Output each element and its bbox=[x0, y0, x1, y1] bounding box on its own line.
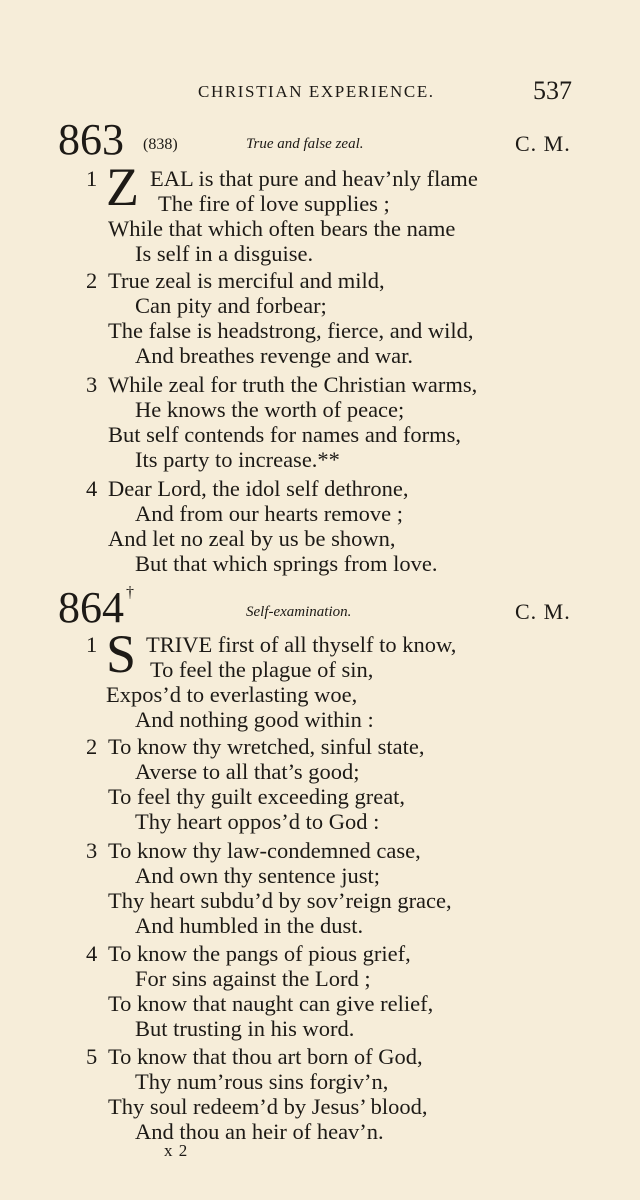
verse-line: True zeal is merciful and mild, bbox=[108, 268, 385, 293]
verse-line: To feel the plague of sin, bbox=[150, 657, 374, 682]
verse-line: To know the pangs of pious grief, bbox=[108, 941, 411, 966]
drop-cap: Z bbox=[106, 157, 139, 217]
verse-number: 1 bbox=[86, 632, 98, 657]
verse-line: To know that naught can give relief, bbox=[108, 991, 434, 1016]
verse-line: And from our hearts remove ; bbox=[135, 501, 404, 526]
verse-line: Thy num’rous sins forgiv’n, bbox=[135, 1069, 389, 1094]
verse-line: To know that thou art born of God, bbox=[108, 1044, 423, 1069]
verse-line: To know thy law-condemned case, bbox=[108, 838, 421, 863]
verse-line: And breathes revenge and war. bbox=[135, 343, 414, 368]
verse-line: Thy heart oppos’d to God : bbox=[135, 809, 380, 834]
verse-line: To know thy wretched, sinful state, bbox=[108, 734, 425, 759]
hymn-subject: True and false zeal. bbox=[246, 136, 364, 152]
hymn-header bbox=[0, 115, 640, 164]
verse-line: While zeal for truth the Christian warms, bbox=[108, 372, 478, 397]
verse-line: Is self in a disguise. bbox=[135, 241, 314, 266]
verse-line: Its party to increase.** bbox=[135, 447, 340, 472]
verse-line: And humbled in the dust. bbox=[135, 913, 364, 938]
running-title: CHRISTIAN EXPERIENCE. bbox=[198, 82, 435, 101]
hymn-number: 864 bbox=[58, 583, 124, 632]
drop-cap: S bbox=[106, 624, 137, 684]
verse-line: And thou an heir of heav’n. bbox=[135, 1119, 384, 1144]
verse-number: 4 bbox=[86, 476, 98, 501]
verse-line: Expos’d to everlasting woe, bbox=[106, 682, 358, 707]
page-number: 537 bbox=[533, 76, 572, 105]
verse-line: While that which often bears the name bbox=[108, 216, 456, 241]
hymn-meter: C. M. bbox=[515, 131, 571, 156]
verse-line: Thy soul redeem’d by Jesus’ blood, bbox=[108, 1094, 428, 1119]
verse-line: And let no zeal by us be shown, bbox=[108, 526, 396, 551]
verse-line: Dear Lord, the idol self dethrone, bbox=[108, 476, 409, 501]
verse-line: And own thy sentence just; bbox=[135, 863, 380, 888]
verse-line: The false is headstrong, fierce, and wild, bbox=[108, 318, 474, 343]
verse-line: EAL is that pure and heav’nly flame bbox=[150, 166, 478, 191]
verse-number: 2 bbox=[86, 268, 98, 293]
verse-number: 3 bbox=[86, 372, 98, 397]
verse-number: 4 bbox=[86, 941, 98, 966]
signature-mark: x 2 bbox=[164, 1141, 189, 1160]
hymn-subject: Self-examination. bbox=[246, 604, 352, 620]
verse-line: But self contends for names and forms, bbox=[108, 422, 462, 447]
verse-line: To feel thy guilt exceeding great, bbox=[108, 784, 406, 809]
verse-number: 5 bbox=[86, 1044, 98, 1069]
verse-line: But trusting in his word. bbox=[135, 1016, 355, 1041]
hymn-dagger: † bbox=[126, 584, 134, 601]
verse-line: For sins against the Lord ; bbox=[135, 966, 371, 991]
hymn-header bbox=[0, 583, 640, 632]
verse-number: 3 bbox=[86, 838, 98, 863]
hymn-number: 863 bbox=[58, 115, 124, 164]
hymn-meter: C. M. bbox=[515, 599, 571, 624]
verse-number: 1 bbox=[86, 166, 98, 191]
hymn-old-number: (838) bbox=[143, 136, 178, 153]
verse-line: Thy heart subdu’d by sov’reign grace, bbox=[108, 888, 452, 913]
verse-line: Can pity and forbear; bbox=[135, 293, 327, 318]
verse-line: But that which springs from love. bbox=[135, 551, 438, 576]
verse-number: 2 bbox=[86, 734, 98, 759]
verse-line: TRIVE first of all thyself to know, bbox=[146, 632, 457, 657]
verse-line: The fire of love supplies ; bbox=[158, 191, 390, 216]
running-head bbox=[0, 76, 640, 110]
verse-line: And nothing good within : bbox=[135, 707, 374, 732]
verse-line: He knows the worth of peace; bbox=[135, 397, 405, 422]
verse-line: Averse to all that’s good; bbox=[135, 759, 360, 784]
